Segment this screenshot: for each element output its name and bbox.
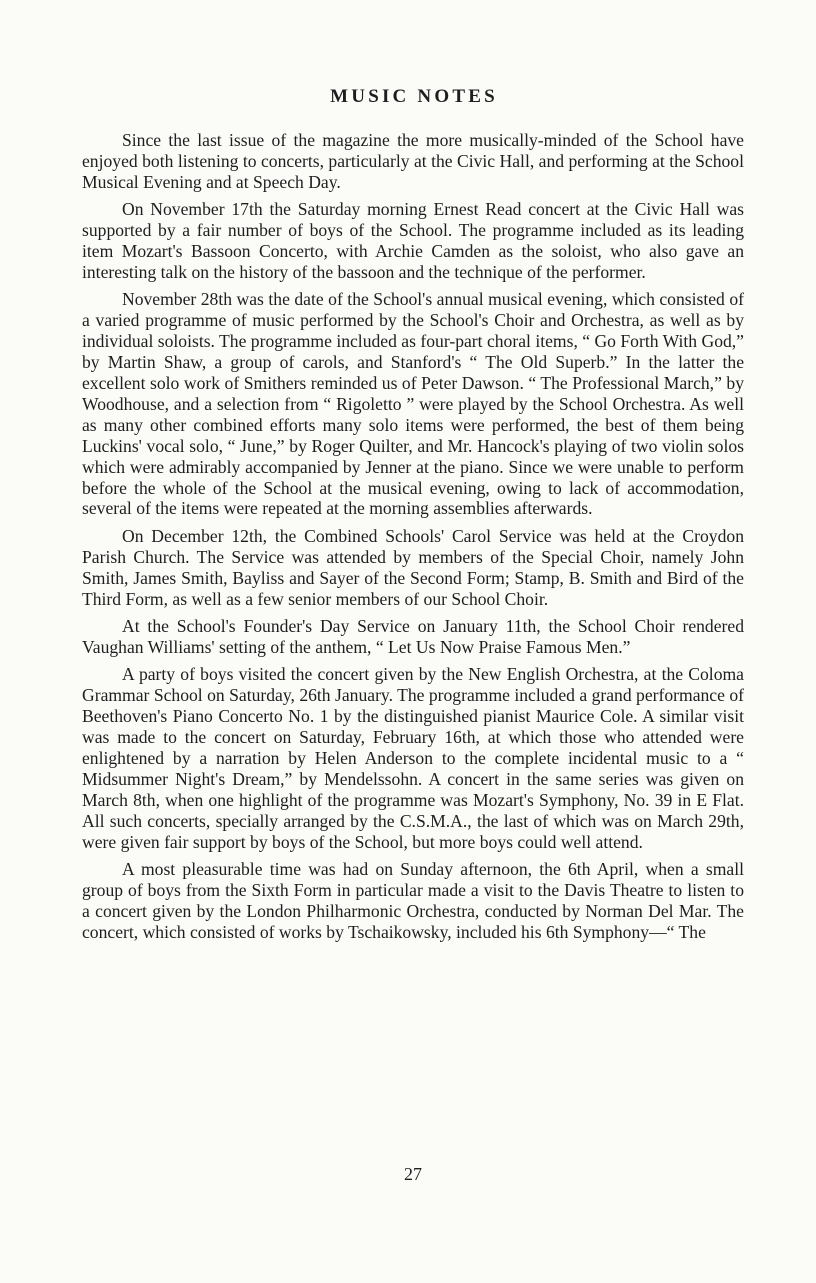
paragraph: On November 17th the Saturday morning Ernest Read concert at the Civic Hall was supported by a fair number of boys of the School. The programme included as its leading item Mozart's Bassoon Concerto, with Archie Camden as the soloist, who also gave an interesting talk on the history of the bassoon and the technique of the performer.: [82, 199, 744, 282]
paragraph: On December 12th, the Combined Schools' Carol Service was held at the Croydon Parish Church. The Service was attended by members of the Special Choir, namely John Smith, James Smith, Bayliss and Sayer of the Second Form; Stamp, B. Smith and Bird of the Third Form, as well as a few senior members of our School Choir.: [82, 525, 744, 609]
article-body: [82, 130, 744, 949]
paragraph: At the School's Founder's Day Service on January 11th, the School Choir rendered Vaughan Williams' setting of the anthem, “ Let Us Now Praise Famous Men.”: [82, 615, 744, 657]
paragraph: A most pleasurable time was had on Sunday afternoon, the 6th April, when a small group of boys from the Sixth Form in particular made a visit to the Davis Theatre to listen to a concert given by the London Philharmonic Orchestra, conducted by Norman Del Mar. The concert, which consisted of works by Tschaikowsky, included his 6th Symphony—“ The: [82, 858, 744, 942]
page-title: MUSIC NOTES: [330, 86, 498, 107]
paragraph: A party of boys visited the concert given by the New English Orchestra, at the Coloma Grammar School on Saturday, 26th January. The programme included a grand performance of Beethoven's Piano Concerto No. 1 by the distinguished pianist Maurice Cole. A similar visit was made to the concert on Saturday, February 16th, at which those who attended were enlightened by a narration by Helen Anderson to the complete incidental music to a “ Midsummer Night's Dream,” by Mendelssohn. A concert in the same series was given on March 8th, when one highlight of the programme was Mozart's Symphony, No. 39 in E Flat. All such concerts, specially arranged by the C.S.M.A., the last of which was on March 29th, were given fair support by boys of the School, but more boys could well attend.: [82, 664, 744, 852]
paragraph: November 28th was the date of the School's annual musical evening, which consisted of a varied programme of music performed by the School's Choir and Orchestra, as well as by individual soloists. The programme included as four-part choral items, “ Go Forth With God,” by Martin Shaw, a group of carols, and Stanford's “ The Old Superb.” In the latter the excellent solo work of Smithers reminded us of Peter Dawson. “ The Professional March,” by Woodhouse, and a selection from “ Rigoletto ” were played by the School Orchestra. As well as many other combined efforts many solo items were performed, the best of them being Luckins' vocal solo, “ June,” by Roger Quilter, and Mr. Hancock's playing of two violin solos which were admirably accompanied by Jenner at the piano. Since we were unable to perform before the whole of the School at the musical evening, owing to lack of accommodation, several of the items were repeated at the morning assemblies afterwards.: [82, 289, 744, 519]
paragraph: Since the last issue of the magazine the more musically-minded of the School have enjoyed both listening to concerts, particularly at the Civic Hall, and performing at the School Musical Evening and at Speech Day.: [82, 130, 744, 192]
page-number: 27: [404, 1164, 422, 1184]
